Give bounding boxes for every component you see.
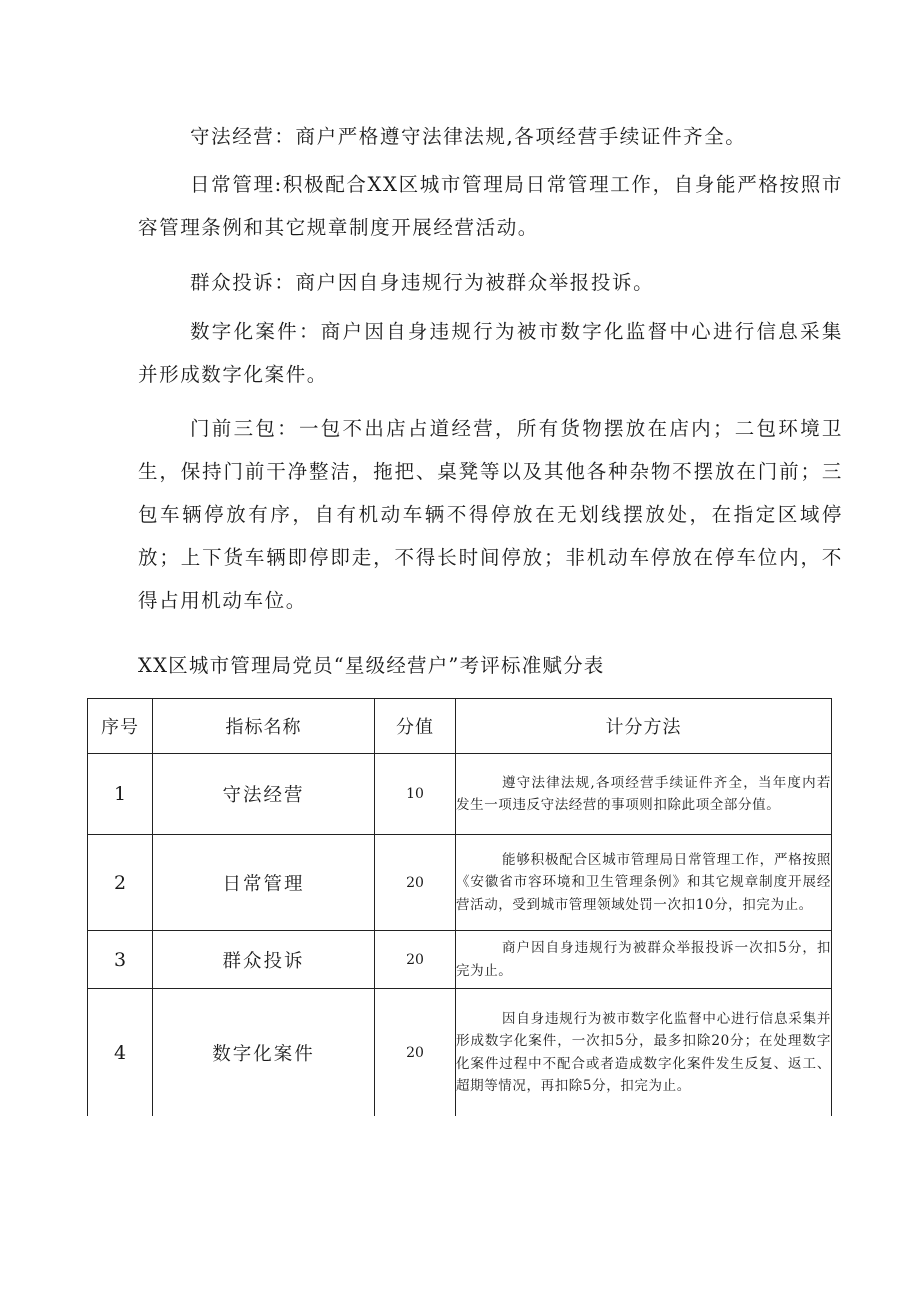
row-indicator-name: 数字化案件 [153,989,375,1117]
table-row [88,754,832,835]
header-score: 分值 [375,699,456,754]
paragraph-three-guarantees: 门前三包：一包不出店占道经营，所有货物摆放在店内；二包环境卫生，保持门前干净整洁，拖把、桌凳等以及其他各种杂物不摆放在门前；三包车辆停放有序，自有机动车辆不得停放在无划线摆放处，在指定区域停放；上下货车辆即停即走，不得长时间停放；非机动车停放在停车位内，不得占用机动车位。 [138,417,843,612]
paragraph-digital-cases: 数字化案件：商户因自身违规行为被市数字化监督中心进行信息采集并形成数字化案件。 [138,320,843,386]
row-score: 20 [375,835,456,931]
row-index: 4 [88,989,153,1117]
paragraph-public-complaints: 群众投诉：商户因自身违规行为被群众举报投诉。 [190,271,655,294]
row-indicator-name: 守法经营 [153,754,375,835]
header-scoring-method: 计分方法 [456,699,832,754]
row-scoring-method: 遵守法律法规,各项经营手续证件齐全，当年度内若发生一项违反守法经营的事项则扣除此项全部分值。 [456,754,832,835]
header-index: 序号 [88,699,153,754]
scoring-table [87,698,832,1116]
table-header-row [88,699,832,754]
row-scoring-method: 因自身违规行为被市数字化监督中心进行信息采集并形成数字化案件，一次扣5分，最多扣除20分；在处理数字化案件过程中不配合或者造成数字化案件发生反复、返工、超期等情况，再扣除5分，扣完为止。 [456,989,832,1117]
row-scoring-method: 能够积极配合区城市管理局日常管理工作，严格按照《安徽省市容环境和卫生管理条例》和其它规章制度开展经营活动，受到城市管理领域处罚一次扣10分，扣完为止。 [456,835,832,931]
table-row [88,989,832,1117]
paragraph-daily-management: 日常管理:积极配合XX区城市管理局日常管理工作，自身能严格按照市容管理条例和其它规章制度开展经营活动。 [138,173,843,239]
table-row [88,931,832,989]
header-indicator-name: 指标名称 [153,699,375,754]
row-score: 10 [375,754,456,835]
row-index: 2 [88,835,153,931]
table-row [88,835,832,931]
row-scoring-method: 商户因自身违规行为被群众举报投诉一次扣5分，扣完为止。 [456,931,832,989]
row-index: 3 [88,931,153,989]
row-indicator-name: 群众投诉 [153,931,375,989]
row-score: 20 [375,989,456,1117]
row-index: 1 [88,754,153,835]
paragraph-law-abiding: 守法经营：商户严格遵守法律法规,各项经营手续证件齐全。 [190,125,747,148]
row-score: 20 [375,931,456,989]
table-title: XX区城市管理局党员“星级经营户”考评标准赋分表 [138,654,605,677]
row-indicator-name: 日常管理 [153,835,375,931]
